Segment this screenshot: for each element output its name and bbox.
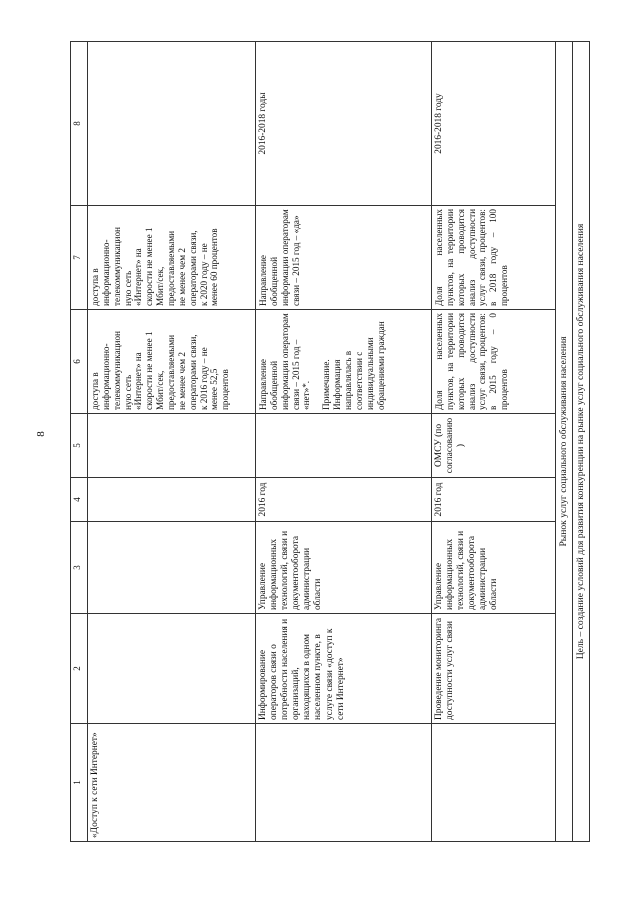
section-title: Рынок услуг социального обслуживания населения [556,42,573,842]
page-number: 8 [34,431,47,437]
baseline-cell: доступа в информационно- телекоммуникацион ную сеть «Интернет» на скорости не менее 1 Мбит/сек, предоставляемыми не менее чем 2 операторами связи, к 2016 году – не менее 52,5 процентов [88,310,256,414]
goal-text: Цель – создание условий для развития конкуренции на рынке услуг социального обслуживания населения [573,42,590,842]
col-header-4: 4 [71,478,88,522]
table-row [256,42,432,842]
period-cell: 2016-2018 годы [256,42,432,206]
deadline-cell: 2016 год [432,478,556,522]
period-cell: 2016-2018 году [432,42,556,206]
baseline-cell: Доля населенных пунктов, на территории которых проводится анализ доступности услуг связи, процентов: в 2015 году – 0 процентов [432,310,556,414]
measure-cell: Проведение мониторинга доступности услуг связи [432,614,556,724]
market-name-cell [432,724,556,842]
deadline-cell [88,478,256,522]
col-header-5: 5 [71,414,88,478]
coexecutor-cell [256,414,432,478]
rotated-table-frame [70,42,595,842]
coexecutor-cell [88,414,256,478]
measures-table [70,41,590,842]
col-header-8: 8 [71,42,88,206]
deadline-cell: 2016 год [256,478,432,522]
baseline-note: Примечание. Информация направлялась в соответствии с индивидуальными обращениями граждан [321,321,386,410]
section-row [556,42,573,842]
measure-cell: Информирование операторов связи о потребности населения и организаций, находящихся в одном населенном пункте, в услуге связи «доступ к сети Интернет» [256,614,432,724]
measure-cell [88,614,256,724]
baseline-cell [256,310,432,414]
period-cell [88,42,256,206]
responsible-cell [88,522,256,614]
coexecutor-cell: ОМСУ (по согласованию) [432,414,556,478]
col-header-7: 7 [71,206,88,310]
responsible-cell: Управление информационных технологий, связи и документооборота администрации области [256,522,432,614]
header-row [71,42,88,842]
col-header-2: 2 [71,614,88,724]
goal-row [573,42,590,842]
table-row [88,42,256,842]
target-cell: Доля населенных пунктов, на территории которых проводится анализ доступности услуг связи, процентов: в 2018 году – 100 процентов [432,206,556,310]
col-header-1: 1 [71,724,88,842]
responsible-cell: Управление информационных технологий, связи и документооборота администрации области [432,522,556,614]
market-name-cell: «Доступ к сети Интернет» [88,724,256,842]
baseline-text: Направление обобщенной информации операторам связи – 2015 год – «нет»*. [258,313,312,410]
col-header-3: 3 [71,522,88,614]
table-row [432,42,556,842]
col-header-6: 6 [71,310,88,414]
target-cell: доступа в информационно- телекоммуникацион ную сеть «Интернет» на скорости не менее 1 Мбит/сек, предоставляемыми не менее чем 2 операторами связи, к 2020 году – не менее 60 процентов [88,206,256,310]
market-name-cell [256,724,432,842]
target-cell: Направление обобщенной информации операторам связи – 2015 год – «да» [256,206,432,310]
